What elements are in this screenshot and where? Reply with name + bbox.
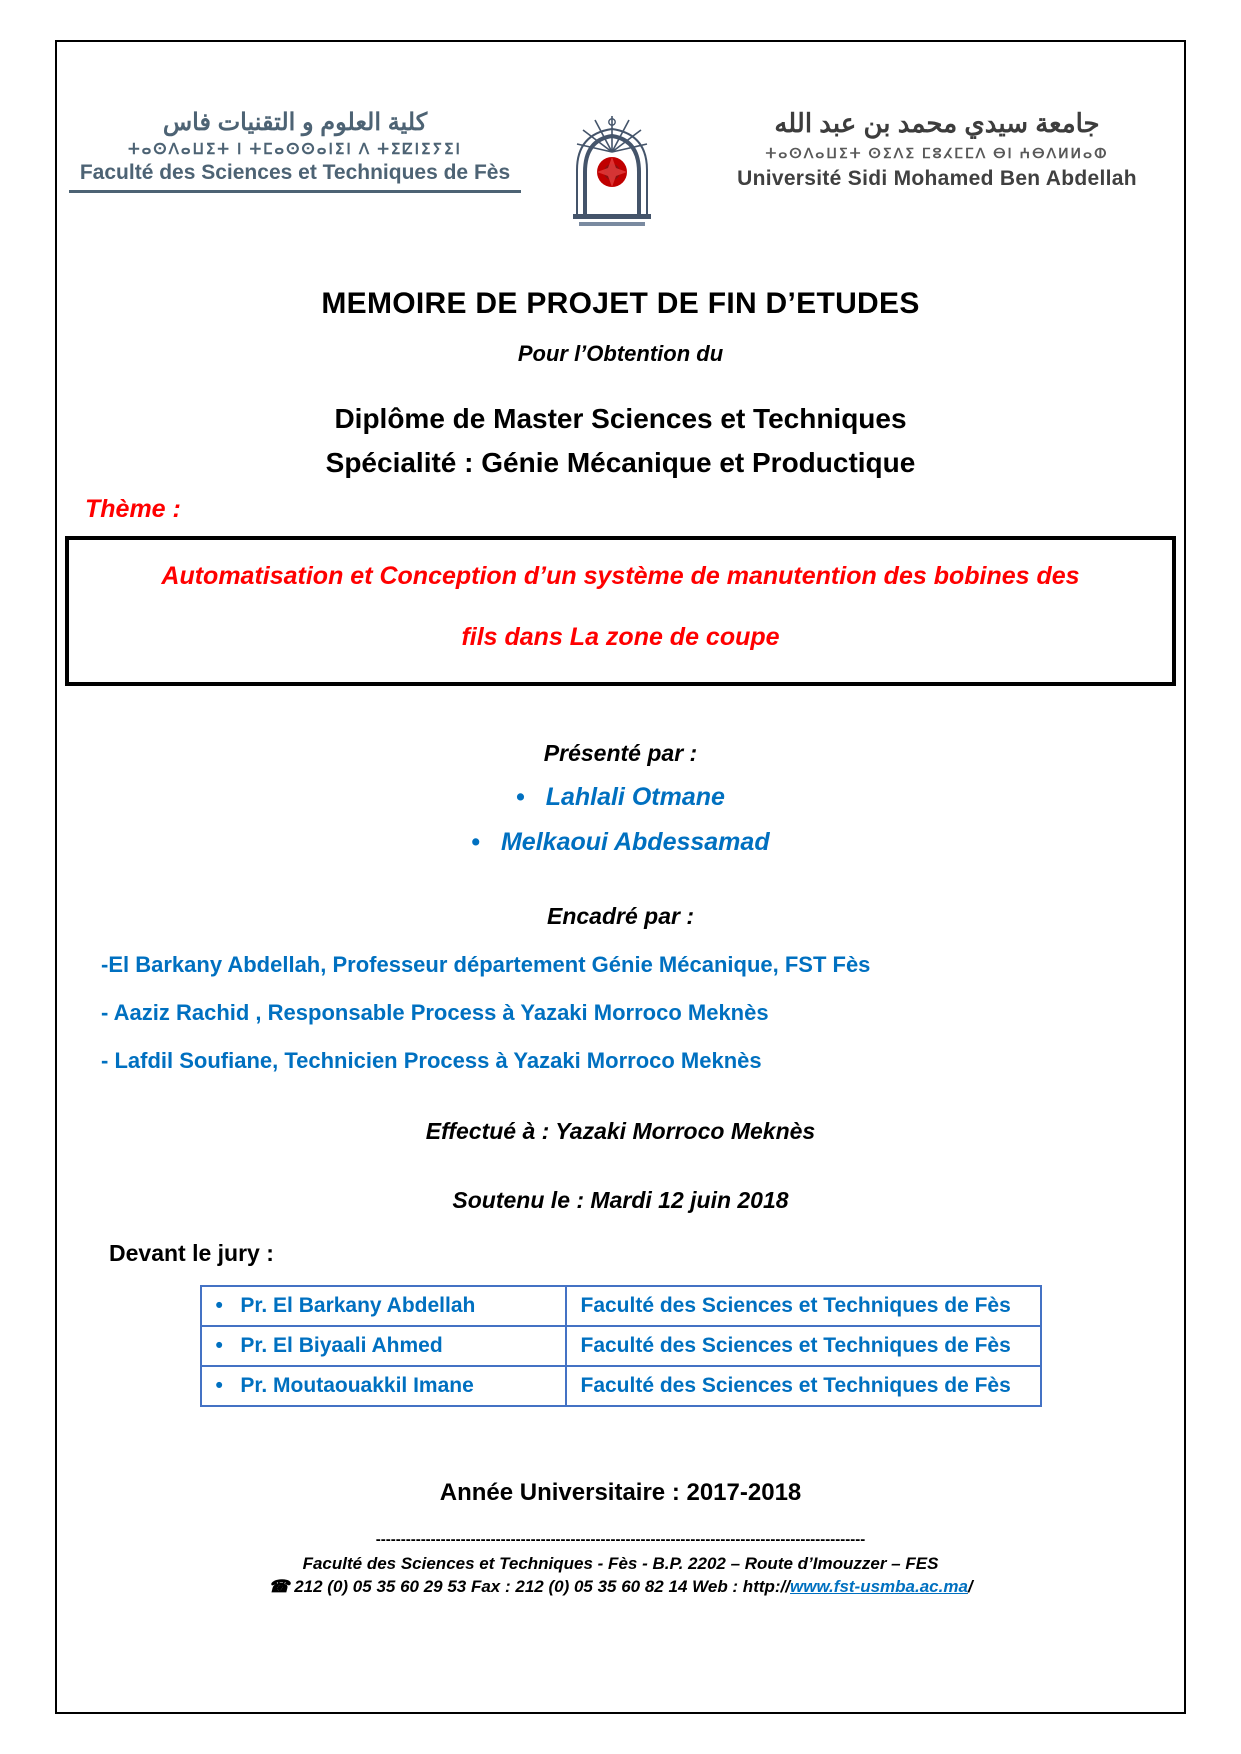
faculty-block bbox=[69, 108, 521, 193]
website-link[interactable]: www.fst-usmba.ac.ma bbox=[790, 1577, 968, 1596]
document-title: MEMOIRE DE PROJET DE FIN D’ETUDES bbox=[321, 287, 920, 320]
diploma-title: Diplôme de Master Sciences et Techniques bbox=[334, 403, 907, 434]
table-row bbox=[201, 1286, 1041, 1326]
table-row bbox=[201, 1366, 1041, 1406]
faculty-name-arabic: كلية العلوم و التقنيات فاس bbox=[162, 109, 428, 136]
supervisor-name: - Aaziz Rachid , Responsable Process à Yazaki Morroco Meknès bbox=[101, 1000, 769, 1025]
thesis-title-line2: fils dans La zone de coupe bbox=[461, 623, 780, 651]
obtention-subtitle: Pour l’Obtention du bbox=[517, 341, 724, 366]
university-name-french: Université Sidi Mohamed Ben Abdellah bbox=[737, 167, 1137, 190]
jury-member-name: • Pr. El Barkany Abdellah bbox=[201, 1286, 566, 1326]
jury-table bbox=[200, 1285, 1042, 1407]
contact-text: 212 (0) 05 35 60 29 53 Fax : 212 (0) 05 35 60 82 14 Web : http:// bbox=[289, 1577, 791, 1596]
supervisor-name: -El Barkany Abdellah, Professeur département Génie Mécanique, FST Fès bbox=[101, 952, 871, 977]
performed-at-line: Effectué à : Yazaki Morroco Meknès bbox=[425, 1118, 816, 1144]
university-name-tifinagh: ⵜⴰⵙⴷⴰⵡⵉⵜ ⵙⵉⴷⵉ ⵎⵓⵃⵎⵎⴷ ⴱⵏ ⵄⴱⴷⵍⵍⴰⵀ bbox=[765, 145, 1109, 161]
supervisors-list bbox=[101, 952, 1184, 1074]
theme-label: Thème : bbox=[85, 495, 181, 523]
faculty-address: Faculté des Sciences et Techniques - Fès - B.P. 2202 – Route d’Imouzzer – FES bbox=[302, 1554, 939, 1573]
jury-member-affiliation: Faculté des Sciences et Techniques de Fès bbox=[566, 1366, 1041, 1406]
supervised-by-label: Encadré par : bbox=[547, 903, 694, 929]
presented-by-label: Présenté par : bbox=[543, 740, 698, 766]
jury-member-name: • Pr. Moutaouakkil Imane bbox=[201, 1366, 566, 1406]
university-name-arabic: جامعة سيدي محمد بن عبد الله bbox=[774, 108, 1100, 138]
jury-member-name: • Pr. El Biyaali Ahmed bbox=[201, 1326, 566, 1366]
student-name: • Melkaoui Abdessamad bbox=[57, 828, 1184, 857]
separator-dashes: -------------------------------------------------------------------------------------------------- bbox=[375, 1531, 866, 1548]
page-border-frame bbox=[55, 40, 1186, 1714]
jury-member-affiliation: Faculté des Sciences et Techniques de Fès bbox=[566, 1326, 1041, 1366]
contact-line bbox=[57, 1577, 1184, 1597]
defense-date-line: Soutenu le : Mardi 12 juin 2018 bbox=[452, 1187, 789, 1213]
jury-member-affiliation: Faculté des Sciences et Techniques de Fès bbox=[566, 1286, 1041, 1326]
faculty-name-tifinagh: ⵜⴰⵙⴷⴰⵡⵉⵜ ⵏ ⵜⵎⴰⵙⵙⴰⵏⵉⵏ ⴷ ⵜⵉⵇⵏⵉⵢⵉⵏ bbox=[128, 141, 462, 158]
students-list bbox=[57, 783, 1184, 857]
faculty-underline bbox=[69, 190, 521, 193]
university-logo-icon bbox=[547, 110, 677, 235]
jury-label: Devant le jury : bbox=[109, 1240, 274, 1266]
supervisor-name: - Lafdil Soufiane, Technicien Process à Yazaki Morroco Meknès bbox=[101, 1048, 762, 1073]
letterhead bbox=[57, 108, 1184, 235]
phone-icon: ☎ bbox=[268, 1577, 290, 1596]
thesis-title-line1: Automatisation et Conception d’un système de manutention des bobines des bbox=[161, 562, 1080, 590]
website-link-suffix: / bbox=[967, 1577, 973, 1596]
university-logo bbox=[537, 108, 687, 235]
university-block bbox=[702, 108, 1172, 191]
speciality-title: Spécialité : Génie Mécanique et Productique bbox=[325, 447, 916, 478]
thesis-title-box bbox=[65, 536, 1176, 686]
table-row bbox=[201, 1326, 1041, 1366]
student-name: • Lahlali Otmane bbox=[57, 783, 1184, 812]
academic-year: Année Universitaire : 2017-2018 bbox=[439, 1479, 802, 1506]
faculty-name-french: Faculté des Sciences et Techniques de Fès bbox=[79, 161, 511, 184]
